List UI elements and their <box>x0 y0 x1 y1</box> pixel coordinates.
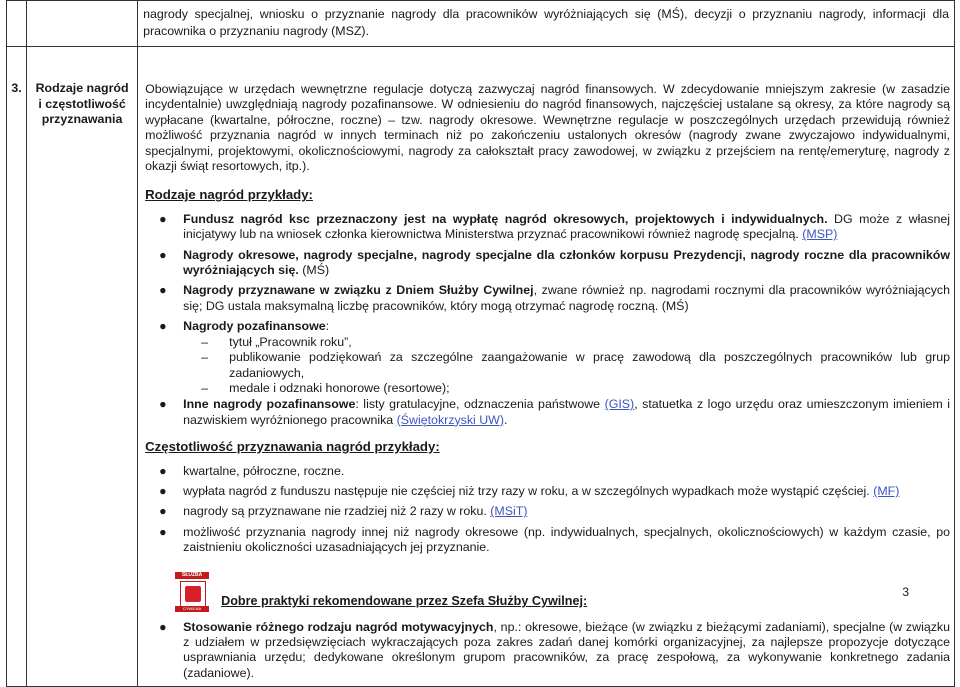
list-item: ● wypłata nagród z funduszu następuje nie częściej niż trzy razy w roku, a w szczególnych wypadkach może wystąpić częściej. (MF) <box>159 483 900 498</box>
source-link[interactable]: (MSP) <box>802 227 838 242</box>
bullet-icon: ● <box>159 619 167 634</box>
row-content <box>138 47 955 687</box>
source-link[interactable]: (MF) <box>873 483 900 498</box>
sub-list-item: – publikowanie podziękowań za szczególne zaangażowanie w pracę zawodową dla poszczególnych pracowników lub grup zadaniowych, <box>201 350 950 380</box>
list-item: ● Stosowanie różnego rodzaju nagród motywacyjnych, np.: okresowe, bieżące (w związku z bieżącymi zadaniami), specjalne (w związku z udziałem w przedsięwzięciach wykraczających poza zakres zadań danej komórki organizacyjnej, za najlepsze propozycje dotyczące usprawniania urzędu; dedykowane określonym grupom pracowników, za pracę zespołową, za wykonywanie konkretnego zadania (zadaniowe). <box>159 619 950 680</box>
sub-list <box>183 335 950 397</box>
list-item: ● Fundusz nagród ksc przeznaczony jest na wypłatę nagród okresowych, projektowych i indywidualnych. DG może z własnej inicjatywy lub na wniosek członka kierownictwa Ministerstwa przyznać pracownikowi również nagrodę specjalną. (MSP) <box>159 211 950 242</box>
best-practices-list <box>145 620 950 682</box>
bullet-icon: ● <box>159 483 167 498</box>
frequency-heading: Częstotliwość przyznawania nagród przykłady: <box>145 439 440 455</box>
bullet-icon: ● <box>159 319 167 334</box>
intro-paragraph: Obowiązujące w urzędach wewnętrzne regulacje dotyczą zazwyczaj nagród finansowych. W zdecydowanie mniejszym zakresie (w zasadzie incydentalnie) uwzględniają nagrody pozafinansowe. W odniesieniu do nagród finansowych, najczęściej ustalane są okresy, za które nagrody są wypłacane (kwartalne, półroczne, roczne) – tzw. nagrody okresowe. Wewnętrzne regulacje w poszczególnych urzędach przewidują również możliwość przyznania nagród w innych terminach niż po zakończeniu ustalonych okresów (nagrody zwane zwyczajowo indywidualnymi, specjalnymi, projektowymi, okolicznościowymi, nagrody za całokształt pracy zawodowej, w związku z przejściem na rentę/emeryturę, nagrody z okazji świąt resortowych, itp.). <box>145 82 950 174</box>
best-practices-title: Dobre praktyki rekomendowane przez Szefa Służby Cywilnej: <box>221 594 588 609</box>
sub-list-item: – tytuł „Pracownik roku”, <box>201 334 352 349</box>
row-category: Rodzaje nagród i częstotliwość przyznawania <box>27 47 138 687</box>
best-practices-header <box>145 572 950 612</box>
row-number: 3. <box>7 47 27 687</box>
dash-icon: – <box>201 334 209 349</box>
dash-icon: – <box>201 380 209 395</box>
list-item: ● Nagrody pozafinansowe: – tytuł „Pracownik roku”, – publikowanie podziękowań za szczególne zaangażowanie w pracę zawodową dla poszczególnych pracowników lub grup zadaniowych, – medale i odznaki honorowe (resortowe); <box>159 319 950 395</box>
top-cell-text: nagrody specjalnej, wniosku o przyznanie nagrody dla pracowników wyróżniających się (MŚ), decyzji o przyznaniu nagrody, informacji dla pracownika o przyznaniu nagrody (MSZ). <box>138 1 955 47</box>
dash-icon: – <box>201 350 209 365</box>
source-link[interactable]: (MSiT) <box>490 504 528 519</box>
content-table <box>6 0 955 687</box>
list-item: ● Nagrody przyznawane w związku z Dniem Służby Cywilnej, zwane również np. nagrodami rocznymi dla pracowników wyróżniających się; DG ustala maksymalną liczbę pracowników, który mogą otrzymać nagrodę roczną. (MŚ) <box>159 283 950 313</box>
bullet-icon: ● <box>159 504 167 519</box>
bullet-icon: ● <box>159 397 167 412</box>
list-item: ● kwartalne, półroczne, roczne. <box>159 463 345 478</box>
sub-list-item: – medale i odznaki honorowe (resortowe); <box>201 380 450 395</box>
bullet-icon: ● <box>159 524 167 539</box>
table-row <box>7 1 955 47</box>
frequency-list <box>145 464 950 556</box>
bullet-icon: ● <box>159 247 167 262</box>
bullet-icon: ● <box>159 463 167 478</box>
civil-service-logo-icon: SŁUŻBA CYWILNA <box>175 572 209 612</box>
types-heading: Rodzaje nagród przykłady: <box>145 187 313 203</box>
list-item: ● nagrody są przyznawane nie rzadziej niż 2 razy w roku. (MSiT) <box>159 504 528 519</box>
types-list <box>145 212 950 428</box>
bullet-icon: ● <box>159 283 167 298</box>
bullet-icon: ● <box>159 211 167 226</box>
source-link[interactable]: (GIS) <box>604 397 635 412</box>
source-link[interactable]: (Świętokrzyski UW) <box>396 412 505 427</box>
list-item: ● możliwość przyznania nagrody innej niż nagrody okresowe (np. indywidualnych, specjalnych, okolicznościowych) w każdym czasie, po zaistnieniu okoliczności uzasadniających jej przyznanie. <box>159 524 950 555</box>
table-row <box>7 47 955 687</box>
page-number: 3 <box>902 585 909 599</box>
list-item: ● Inne nagrody pozafinansowe: listy gratulacyjne, odznaczenia państwowe (GIS), statuetka z logo urzędu oraz umieszczonym imieniem i nazwiskiem wyróżnionego pracownika (Świętokrzyski UW). <box>159 397 950 427</box>
list-item: ● Nagrody okresowe, nagrody specjalne, nagrody specjalne dla członków korpusu Prezydencji, nagrody roczne dla pracowników wyróżniających się. (MŚ) <box>159 247 950 278</box>
